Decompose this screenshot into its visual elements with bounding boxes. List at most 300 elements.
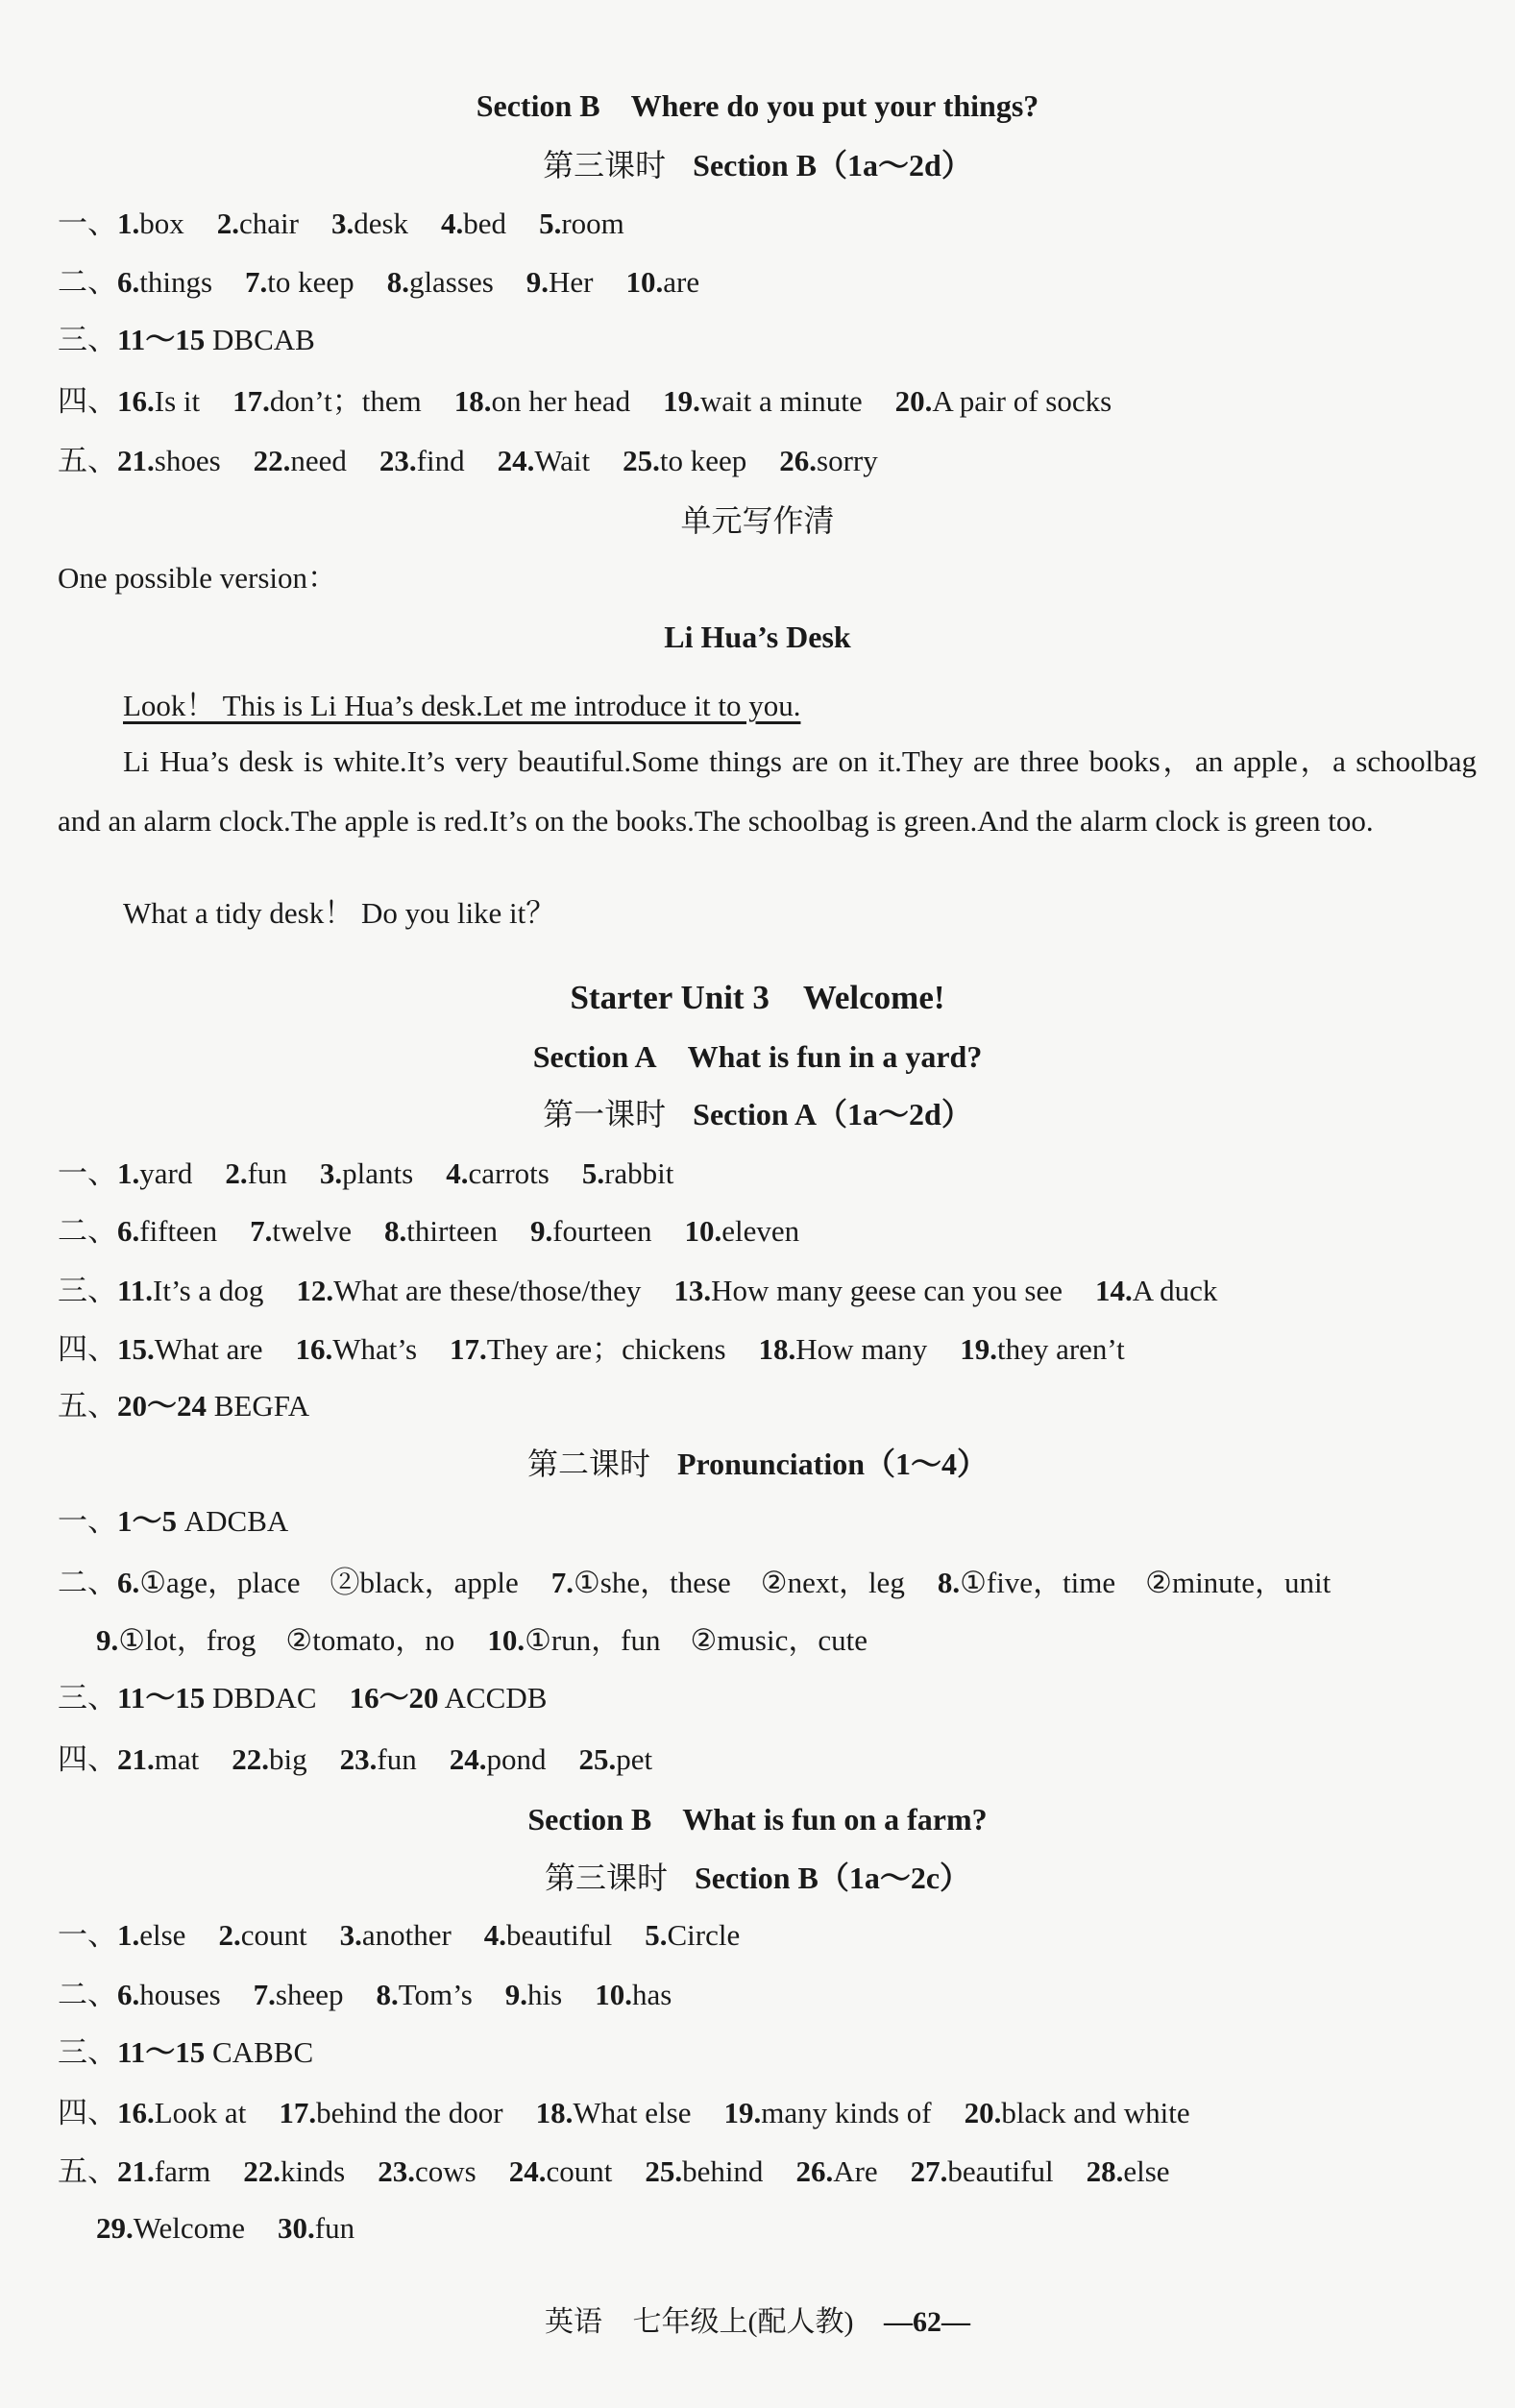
answer-row [58,1502,1486,1541]
answer-number: 23. [378,2154,415,2188]
answer-number: 27. [910,2154,948,2188]
answer-text: glasses [408,265,494,299]
answer-row [58,2033,1486,2072]
answer-number: 1. [117,1156,140,1190]
answer-number: 7. [245,265,268,299]
lesson-cn: 第三课时 [543,148,667,182]
answer-text: another [361,1918,452,1952]
question-part-label: 五、 [58,444,117,477]
answer-number: 5. [539,207,562,240]
answer-item [446,1156,550,1190]
footer-subject: 英语 [545,2306,602,2338]
answer-item [759,1332,928,1366]
question-part-label: 一、 [58,207,117,240]
answer-text: What are these/those/they [333,1274,642,1307]
answer-row [58,263,1486,302]
answer-text: It’s a dog [153,1274,264,1307]
answer-number: 11～15 [117,323,206,356]
question-part-label: 三、 [58,1274,117,1307]
answer-item [117,1742,199,1776]
answer-text: fourteen [552,1214,652,1248]
answer-number: 3. [339,1918,362,1952]
answer-number: 3. [330,207,354,240]
answer-text: behind [682,2154,764,2188]
answer-number: 22. [232,1742,269,1776]
answer-text: What’s [332,1332,418,1366]
answer-row [58,205,1486,243]
answer-item [232,384,422,418]
answer-item [645,2154,763,2188]
answer-item [117,1918,185,1952]
answer-text: yard [139,1156,193,1190]
answer-item [117,2096,246,2129]
section-heading: Li Hua’s Desk [664,620,851,654]
answer-text: to keep [659,444,747,477]
answer-item [384,1214,498,1248]
answer-text: Welcome [133,2211,246,2245]
answer-number: 25. [645,2154,683,2188]
answer-item [243,2154,345,2188]
version-label: One possible version： [58,561,338,595]
answer-number: 16. [295,1332,333,1366]
answer-item [960,1332,1125,1366]
answer-text: mat [154,1742,200,1776]
answer-number: 7. [550,1566,574,1599]
answer-text: CABBC [205,2035,314,2069]
answer-item [626,265,700,299]
answer-number: 6. [117,1566,140,1599]
answer-text: chair [239,207,299,240]
answer-number: 7. [250,1214,273,1248]
answer-number: 1. [117,207,140,240]
answer-item [378,2154,476,2188]
answer-item [96,1623,454,1657]
answer-text: desk [354,207,409,240]
answer-item [117,1681,317,1715]
answer-number: 25. [578,1742,617,1776]
answer-item [225,1156,287,1190]
answer-number: 1. [117,1918,140,1952]
answer-text: big [269,1742,307,1776]
essay-paragraph [58,676,1477,736]
answer-number: 4. [446,1156,469,1190]
answer-item [117,1332,262,1366]
answer-number: 8. [376,1978,399,2011]
answer-text: count [240,1918,307,1952]
answer-number: 28. [1086,2154,1124,2188]
answer-row [58,1916,1486,1955]
footer-grade: 七年级上(配人教) [632,2306,854,2338]
question-part-label: 三、 [58,1681,117,1715]
answer-text: on her head [491,384,631,418]
answer-item [254,1978,344,2011]
question-part-label: 四、 [58,1742,117,1776]
answer-number: 9. [504,1978,528,2011]
answer-number: 20～24 [117,1389,207,1423]
answer-row [58,1212,1486,1251]
essay-opening: Look！ This is Li Hua’s desk.Let me introduce it to you. [123,689,801,722]
answer-item [296,1274,641,1307]
answer-item [509,2154,613,2188]
answer-number: 17. [279,2096,317,2129]
lesson-heading [0,1445,1515,1483]
answer-row [96,2209,1486,2248]
answer-item [487,1623,867,1657]
answer-text: find [416,444,465,477]
answer-item [911,2154,1054,2188]
answer-item [530,1214,652,1248]
answer-number: 9. [96,1623,119,1657]
answer-text: pet [616,1742,653,1776]
answer-text: DBDAC [205,1681,317,1715]
answer-number: 5. [645,1918,668,1952]
answer-text: ①run，fun ②music，cute [525,1623,867,1657]
answer-number: 21. [117,1742,155,1776]
answer-number: 8. [386,265,409,299]
answer-item [623,444,746,477]
answer-item [96,2211,245,2245]
answer-number: 11. [117,1274,154,1307]
answer-item [454,384,630,418]
answer-item [1095,1274,1217,1307]
answer-item [536,2096,692,2129]
answer-number: 18. [453,384,492,418]
answer-item [340,1742,417,1776]
answer-text: pond [486,1742,547,1776]
answer-text: sheep [275,1978,344,2011]
answer-text: rabbit [604,1156,674,1190]
answer-number: 15. [117,1332,155,1366]
answer-item [526,265,594,299]
answer-row [58,1330,1486,1369]
answer-row [58,2153,1486,2191]
answer-item [376,1978,472,2011]
answer-number: 25. [623,444,660,477]
answer-row [96,1621,1486,1660]
lesson-cn: 第一课时 [543,1097,667,1131]
answer-text: fun [377,1742,417,1776]
essay-paragraph: What a tidy desk！ Do you like it？ [123,896,556,930]
answer-text: They are；chickens [486,1332,726,1366]
answer-item [795,2154,877,2188]
answer-number: 20. [964,2096,1002,2129]
answer-number: 6. [117,265,140,299]
answer-text: are [663,265,700,299]
answer-text: beautiful [506,1918,613,1952]
answer-number: 9. [525,265,550,299]
answer-text: his [527,1978,563,2011]
answer-text: sorry [817,444,878,477]
answer-item [279,2096,502,2129]
answer-text: How many geese can you see [711,1274,1063,1307]
essay-paragraph: Li Hua’s desk is white.It’s very beautiful.Some things are on it.They are three books，an apple，a schoolbag and an alarm clock.The apple is red.It’s on the books.The schoolbag is green.And the alarm clock is green too. [58,744,1477,838]
answer-number: 19. [960,1332,997,1366]
answer-text: A duck [1132,1274,1218,1307]
answer-row [58,382,1486,421]
answer-number: 9. [529,1214,553,1248]
answer-text: room [561,207,624,240]
answer-number: 21. [117,2154,155,2188]
answer-item [250,1214,352,1248]
answer-text: What else [573,2096,692,2129]
answer-number: 1～5 [117,1504,177,1538]
answer-text: need [290,444,347,477]
answer-item [673,1274,1063,1307]
unit-title: Starter Unit 3 Welcome! [570,979,945,1016]
section-heading: Section A What is fun in a yard? [532,1039,983,1074]
answer-row [58,1387,1486,1425]
answer-item [117,1156,192,1190]
answer-number: 2. [216,207,239,240]
answer-text: farm [154,2154,211,2188]
answer-item [117,1978,221,2011]
answer-item [117,2154,210,2188]
answer-number: 10. [487,1623,525,1657]
answer-item [779,444,877,477]
answer-number: 22. [243,2154,281,2188]
question-part-label: 三、 [58,2035,117,2069]
answer-number: 17. [232,384,270,418]
answer-item [232,1742,306,1776]
question-part-label: 二、 [58,1566,117,1599]
answer-item [582,1156,674,1190]
answer-number: 4. [441,207,464,240]
answer-number: 26. [795,2154,834,2188]
answer-number: 30. [278,2211,315,2245]
answer-text: wait a minute [699,384,863,418]
answer-text: count [546,2154,613,2188]
answer-text: ACCDB [438,1681,548,1715]
answer-number: 11～15 [117,2035,206,2069]
answer-number: 29. [96,2211,134,2245]
answer-number: 6. [117,1214,140,1248]
answer-text: Tom’s [398,1978,473,2011]
answer-text: things [139,265,213,299]
answer-number: 10. [625,265,664,299]
answer-number: 4. [483,1918,507,1952]
answer-item [441,207,506,240]
answer-text: ADCBA [177,1504,289,1538]
answer-item [505,1978,562,2011]
answer-text: has [631,1978,672,2011]
answer-number: 23. [379,444,417,477]
answer-number: 20. [894,384,933,418]
answer-text: box [139,207,184,240]
answer-number: 2. [218,1918,241,1952]
question-part-label: 五、 [58,2154,117,2188]
answer-text: Her [549,265,594,299]
question-part-label: 一、 [58,1918,117,1952]
answer-item [539,207,624,240]
answer-text: to keep [267,265,354,299]
answer-text: fifteen [139,1214,218,1248]
answer-text: behind the door [316,2096,503,2129]
lesson-en: Section B（1a～2d） [693,148,972,182]
question-part-label: 三、 [58,323,117,356]
answer-item [723,2096,931,2129]
answer-item [117,1389,309,1423]
question-part-label: 二、 [58,1214,117,1248]
answer-number: 7. [253,1978,276,2011]
answer-item [117,444,221,477]
answer-text: fun [247,1156,287,1190]
answer-number: 10. [684,1214,722,1248]
answer-number: 14. [1094,1274,1133,1307]
answer-item [278,2211,354,2245]
answer-number: 18. [535,2096,574,2129]
question-part-label: 一、 [58,1156,117,1190]
question-part-label: 四、 [58,384,117,418]
answer-text: ①five，time ②minute，unit [960,1566,1332,1599]
answer-item [578,1742,652,1776]
answer-item [117,1214,217,1248]
answer-text: houses [139,1978,221,2011]
question-part-label: 一、 [58,1504,117,1538]
lesson-heading [0,1095,1515,1133]
answer-item [331,207,408,240]
answer-number: 12. [296,1274,334,1307]
answer-text: A pair of socks [932,384,1112,418]
answer-item [254,444,347,477]
answer-number: 22. [253,444,291,477]
answer-row [58,1740,1486,1779]
answer-item [218,1918,306,1952]
answer-number: 24. [497,444,535,477]
answer-item [217,207,299,240]
answer-item [117,207,184,240]
answer-number: 21. [117,444,155,477]
lesson-cn: 单元写作清 [680,503,835,538]
answer-item [379,444,465,477]
answer-text: Is it [154,384,201,418]
answer-item [551,1566,905,1599]
page-number: —62— [883,2306,970,2338]
answer-row [58,1155,1486,1193]
answer-text: kinds [281,2154,346,2188]
answer-number: 16. [117,2096,155,2129]
answer-text: How many [795,1332,928,1366]
answer-item [685,1214,800,1248]
lesson-en: Section A（1a～2d） [693,1097,972,1131]
lesson-en: Pronunciation（1～4） [677,1447,989,1481]
answer-number: 3. [319,1156,343,1190]
answer-text: What are [154,1332,263,1366]
answer-row [58,1976,1486,2014]
answer-number: 23. [339,1742,378,1776]
question-part-label: 四、 [58,1332,117,1366]
answer-text: bed [463,207,507,240]
answer-text: many kinds of [761,2096,932,2129]
answer-item [117,1274,263,1307]
answer-number: 17. [450,1332,487,1366]
answer-item [965,2096,1190,2129]
question-part-label: 二、 [58,1978,117,2011]
answer-text: Wait [534,444,591,477]
answer-number: 19. [723,2096,762,2129]
lesson-heading [0,146,1515,184]
answer-text: Look at [154,2096,247,2129]
answer-number: 24. [508,2154,547,2188]
answer-text: fun [314,2211,355,2245]
section-heading: Section B What is fun on a farm? [527,1802,988,1836]
answer-number: 6. [117,1978,140,2011]
answer-number: 24. [449,1742,487,1776]
answer-row [58,321,1486,359]
answer-item [450,1332,726,1366]
answer-item [117,323,315,356]
answer-item [938,1566,1331,1599]
answer-item [117,2035,313,2069]
answer-number: 8. [384,1214,407,1248]
answer-item [663,384,862,418]
answer-row [58,1564,1486,1602]
lesson-heading [0,1859,1515,1897]
answer-text: else [1123,2154,1170,2188]
answer-text: they aren’t [996,1332,1125,1366]
answer-text: eleven [721,1214,800,1248]
answer-number: 10. [595,1978,632,2011]
question-part-label: 二、 [58,265,117,299]
answer-text: plants [342,1156,414,1190]
answer-item [117,265,212,299]
answer-item [484,1918,612,1952]
answer-number: 5. [581,1156,605,1190]
lesson-cn: 第三课时 [544,1861,668,1895]
answer-item [450,1742,547,1776]
answer-row [58,1272,1486,1310]
lesson-en: Section B（1a～2c） [694,1861,971,1895]
answer-item [1087,2154,1170,2188]
answer-text: carrots [468,1156,550,1190]
answer-item [117,384,200,418]
answer-row [58,1679,1486,1717]
answer-number: 2. [225,1156,248,1190]
answer-item [117,1504,288,1538]
question-part-label: 四、 [58,2096,117,2129]
answer-text: BEGFA [207,1389,310,1423]
answer-row [58,442,1486,480]
answer-number: 8. [937,1566,961,1599]
answer-text: DBCAB [205,323,315,356]
section-heading: Section B Where do you put your things? [476,88,1039,123]
answer-number: 16～20 [349,1681,439,1715]
answer-text: thirteen [406,1214,498,1248]
answer-item [895,384,1112,418]
answer-item [498,444,591,477]
answer-item [245,265,354,299]
answer-text: beautiful [947,2154,1054,2188]
answer-number: 13. [673,1274,712,1307]
answer-text: ①lot，frog ②tomato，no [118,1623,455,1657]
question-part-label: 五、 [58,1389,117,1423]
answer-number: 18. [758,1332,796,1366]
answer-item [387,265,494,299]
answer-number: 26. [779,444,818,477]
answer-item [645,1918,740,1952]
answer-text: cows [414,2154,476,2188]
answer-text: shoes [154,444,221,477]
answer-text: don’t；them [269,384,422,418]
answer-number: 11～15 [117,1681,206,1715]
answer-item [350,1681,548,1715]
answer-text: black and white [1001,2096,1190,2129]
answer-text: Circle [667,1918,741,1952]
answer-text: ①age，place ②black，apple [139,1566,519,1599]
answer-text: Are [833,2154,878,2188]
answer-item [320,1156,413,1190]
answer-text: ①she，these ②next，leg [573,1566,905,1599]
lesson-cn: 第二课时 [526,1447,650,1481]
